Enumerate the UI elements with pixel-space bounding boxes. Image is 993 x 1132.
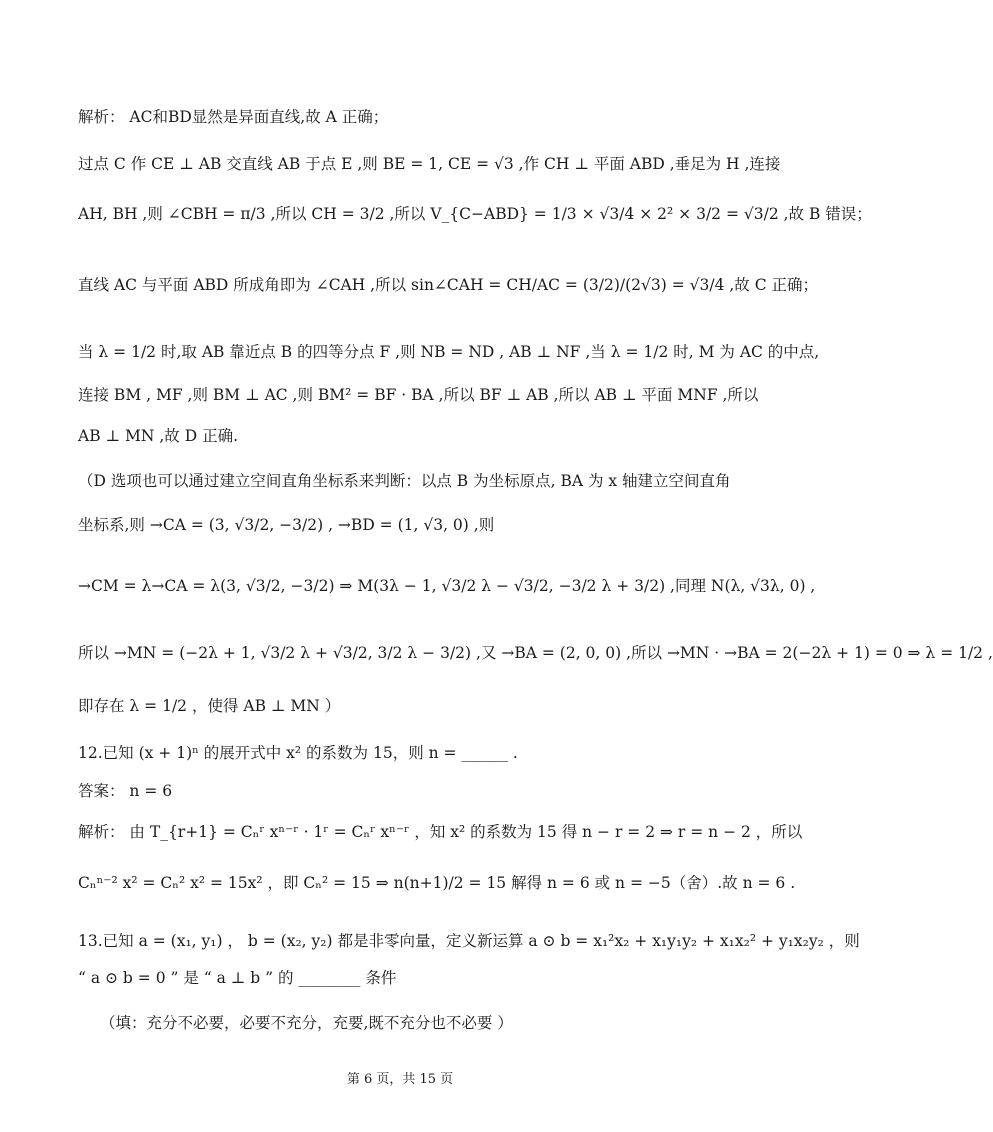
analysis-12: 解析： 由 T_{r+1} = Cₙʳ xⁿ⁻ʳ · 1ʳ = Cₙʳ xⁿ⁻ʳ ，知 x² 的系数为 15 得 n − r = 2 ⇒ r = n − 2 ，所以 (78, 823, 803, 841)
question-13-hint: （填：充分不必要，必要不充分，充要,既不充分也不必要 ） (100, 1014, 513, 1032)
question-13: 13.已知 a = (x₁, y₁) ， b = (x₂, y₂) 都是非零向量，定义新运算 a ⊙ b = x₁²x₂ + x₁y₁y₂ + x₁x₂² + y₁x₂y₂ ，则 (78, 932, 860, 950)
line-4: 直线 AC 与平面 ABD 所成角即为 ∠CAH ,所以 sin∠CAH = CH/AC = (3/2)/(2√3) = √3/4 ,故 C 正确； (78, 276, 819, 294)
question-12: 12.已知 (x + 1)ⁿ 的展开式中 x² 的系数为 15，则 n = ______ . (78, 744, 518, 762)
line-3: AH, BH ,则 ∠CBH = π/3 ,所以 CH = 3/2 ,所以 V_{C−ABD} = 1/3 × √3/4 × 2² × 3/2 = √3/2 ,故 B 错误； (78, 205, 872, 223)
question-13-cont: “ a ⊙ b = 0 ” 是 “ a ⊥ b ” 的 ________ 条件 (78, 969, 397, 987)
line-11: 所以 →MN = (−2λ + 1, √3/2 λ + √3/2, 3/2 λ − 3/2) ,又 →BA = (2, 0, 0) ,所以 →MN · →BA = 2(−2λ + 1) = 0 ⇒ λ = 1/2 , (78, 644, 993, 662)
line-12: 即存在 λ = 1/2 ，使得 AB ⊥ MN ） (78, 697, 341, 715)
line-10: →CM = λ→CA = λ(3, √3/2, −3/2) ⇒ M(3λ − 1, √3/2 λ − √3/2, −3/2 λ + 3/2) ,同理 N(λ, √3λ, 0) , (78, 577, 816, 595)
answer-12: 答案： n = 6 (78, 782, 173, 800)
line-8: （D 选项也可以通过建立空间直角坐标系来判断：以点 B 为坐标原点, BA 为 x 轴建立空间直角 (78, 472, 731, 490)
line-5: 当 λ = 1/2 时,取 AB 靠近点 B 的四等分点 F ,则 NB = ND , AB ⊥ NF ,当 λ = 1/2 时, M 为 AC 的中点, (78, 343, 820, 361)
analysis-12-cont: Cₙⁿ⁻² x² = Cₙ² x² = 15x² ，即 Cₙ² = 15 ⇒ n(n+1)/2 = 15 解得 n = 6 或 n = −5（舍）.故 n = 6 . (78, 874, 796, 892)
line-2: 过点 C 作 CE ⊥ AB 交直线 AB 于点 E ,则 BE = 1, CE = √3 ,作 CH ⊥ 平面 ABD ,垂足为 H ,连接 (78, 155, 781, 173)
line-1: 解析： AC和BD显然是异面直线,故 A 正确； (78, 108, 389, 126)
line-6: 连接 BM , MF ,则 BM ⊥ AC ,则 BM² = BF · BA ,所以 BF ⊥ AB ,所以 AB ⊥ 平面 MNF ,所以 (78, 386, 759, 404)
line-7: AB ⊥ MN ,故 D 正确. (78, 427, 239, 445)
page-footer: 第 6 页，共 15 页 (346, 1072, 454, 1087)
line-9: 坐标系,则 →CA = (3, √3/2, −3/2) , →BD = (1, √3, 0) ,则 (78, 516, 495, 534)
